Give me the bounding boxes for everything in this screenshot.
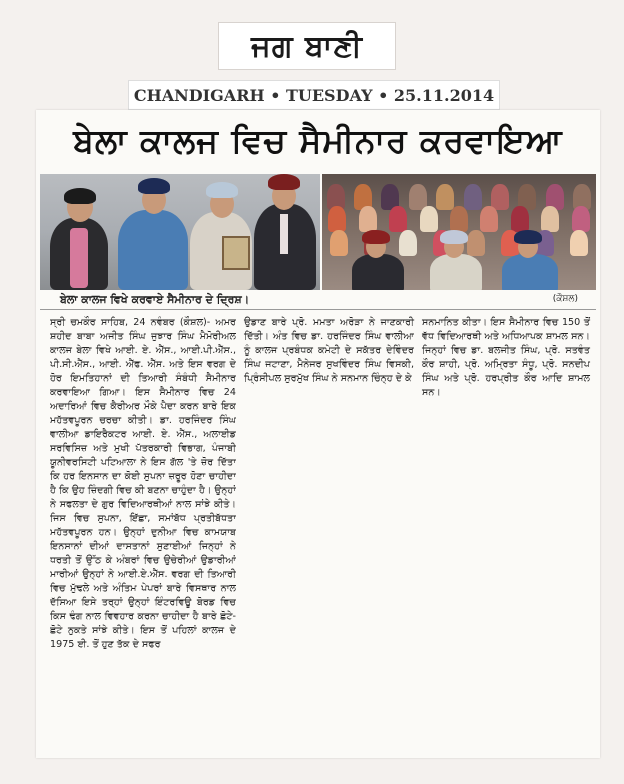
photo-award-presentation [40,174,320,290]
article-column-2: ਉਡਾਣ ਬਾਰੇ ਪ੍ਰੋ. ਮਮਤਾ ਅਰੋੜਾ ਨੇ ਜਾਣਕਾਰੀ ਦਿੱਤੀ। ਅੰਤ ਵਿਚ ਡਾ. ਹਰਜਿੰਦਰ ਸਿੰਘ ਵਾਲੀਆ ਨੂੰ ਕਾਲਜ ਪ੍ਰਬੰਧਕ ਕਮੇਟੀ ਦੇ ਸਕੱਤਰ ਦੇਵਿੰਦਰ ਸਿੰਘ ਜਟਾਣਾ, ਮੈਨੇਜਰ ਸੁਖਵਿੰਦਰ ਸਿੰਘ ਵਿਸਕੀ, ਪ੍ਰਿੰਸੀਪਲ ਸੁਰਮੁੱਖ ਸਿੰਘ ਨੇ ਸਨਮਾਨ ਚਿੰਨ੍ਹ ਦੇ ਕੇ [244,317,414,384]
article-column-1: ਸ੍ਰੀ ਚਮਕੌਰ ਸਾਹਿਬ, 24 ਨਵੰਬਰ (ਕੌਸ਼ਲ)- ਅਮਰ ਸ਼ਹੀਦ ਬਾਬਾ ਅਜੀਤ ਸਿੰਘ ਜੁਝਾਰ ਸਿੰਘ ਮੈਮੋਰੀਅਲ ਕਾਲਜ ਬੇਲਾ ਵਿਖੇ ਆਈ. ਏ. ਐੱਸ., ਆਈ.ਪੀ.ਐੱਸ., ਪੀ.ਸੀ.ਐੱਸ., ਆਈ. ਐੱਫ. ਐੱਸ. ਅਤੇ ਇਸ ਵਰਗ ਦੇ ਹੋਰ ਇਮਤਿਹਾਨਾਂ ਦੀ ਤਿਆਰੀ ਸੰਬੰਧੀ ਸੈਮੀਨਾਰ ਕਰਵਾਇਆ ਗਿਆ। ਇਸ ਸੈਮੀਨਾਰ ਵਿਚ 24 ਅਦਾਰਿਆਂ ਵਿਚ ਕੈਰੀਅਰ ਮੌਕੇ ਪੈਦਾ ਕਰਨ ਬਾਰੇ ਇਕ ਮਹੱਤਵਪੂਰਨ ਚਰਚਾ ਕੀਤੀ। ਡਾ. ਹਰਜਿੰਦਰ ਸਿੰਘ ਵਾਲੀਆ ਡਾਇਰੈਕਟਰ ਆਈ. ਏ. ਐੱਸ., ਅਲਾਈਡ ਸਰਵਿਸਿਜ਼ ਅਤੇ ਮੁਖੀ ਪੱਤਰਕਾਰੀ ਵਿਭਾਗ, ਪੰਜਾਬੀ ਯੂਨੀਵਰਸਿਟੀ ਪਟਿਆਲਾ ਨੇ ਇਸ ਗੱਲ 'ਤੇ ਜ਼ੋਰ ਦਿੱਤਾ ਕਿ ਹਰ ਇਨਸਾਨ ਦਾ ਕੋਈ ਸੁਪਨਾ ਜ਼ਰੂਰ ਹੋਣਾ ਚਾਹੀਦਾ ਹੈ ਕਿ ਉਹ ਜ਼ਿੰਦਗੀ ਵਿਚ ਕੀ ਬਣਨਾ ਚਾਹੁੰਦਾ ਹੈ। ਉਨ੍ਹਾਂ ਨੇ ਸਫਲਤਾ ਦੇ ਗੁਰ ਵਿਦਿਆਰਥੀਆਂ ਨਾਲ ਸਾਂਝੇ ਕੀਤੇ। ਜਿਸ ਵਿਚ ਸੁਪਨਾ, ਇੱਛਾ, ਸਮਾਂਬੱਧ ਪ੍ਰਤੀਬੱਧਤਾ ਮਹੱਤਵਪੂਰਨ ਹਨ। ਉਨ੍ਹਾਂ ਦੁਨੀਆ ਵਿਚ ਕਾਮਯਾਬ ਇਨਸਾਨਾਂ ਦੀਆਂ ਦਾਸਤਾਨਾਂ ਸੁਣਾਈਆਂ ਜਿਨ੍ਹਾਂ ਨੇ ਧਰਤੀ ਤੋਂ ਉੱਠ ਕੇ ਅੰਬਰਾਂ ਵਿਚ ਉਚੇਰੀਆਂ ਉਡਾਰੀਆਂ ਮਾਰੀਆਂ ਉਨ੍ਹਾਂ ਨੇ ਆਈ.ਏ.ਐੱਸ. ਵਰਗ ਦੀ ਤਿਆਰੀ ਵਿਚ ਮੁੱਢਲੇ ਅਤੇ ਅੰਤਿਮ ਪੇਪਰਾਂ ਬਾਰੇ ਵਿਸਥਾਰ ਨਾਲ ਦੱਸਿਆ ਇਸੇ ਤਰ੍ਹਾਂ ਉਨ੍ਹਾਂ ਇੰਟਰਵਿਊ ਬੋਰਡ ਵਿਚ ਕਿਸ ਢੰਗ ਨਾਲ ਵਿਵਹਾਰ ਕਰਨਾ ਚਾਹੀਦਾ ਹੈ ਬਾਰੇ ਛੋਟੇ-ਛੋਟੇ ਨੁਕਤੇ ਸਾਂਝੇ ਕੀਤੇ। ਇਸ ਤੋਂ ਪਹਿਲਾਂ ਕਾਲਜ ਦੇ 1975 ਈ. ਤੋਂ ਹੁਣ ਤੱਕ ਦੇ ਸਫਰ [50,317,236,650]
photo-seminar-audience [322,174,596,290]
newspaper-masthead: ਜਗ ਬਾਣੀ [218,22,396,70]
caption-divider [40,309,596,310]
article-headline: ਬੇਲਾ ਕਾਲਜ ਵਿਚ ਸੈਮੀਨਾਰ ਕਰਵਾਇਆ [73,121,563,160]
article-column-3: ਸਨਮਾਨਿਤ ਕੀਤਾ। ਇਸ ਸੈਮੀਨਾਰ ਵਿਚ 150 ਤੋਂ ਵੱਧ ਵਿਦਿਆਰਥੀ ਅਤੇ ਅਧਿਆਪਕ ਸ਼ਾਮਲ ਸਨ। ਜਿਨ੍ਹਾਂ ਵਿਚ ਡਾ. ਬਲਜੀਤ ਸਿੰਘ, ਪ੍ਰੋ. ਸਤਵੰਤ ਕੌਰ ਸ਼ਾਹੀ, ਪ੍ਰੋ. ਅਮ੍ਰਿਤਾ ਸੰਧੂ, ਪ੍ਰੋ. ਸਨਦੀਪ ਸਿੰਘ ਅਤੇ ਪ੍ਰੋ. ਹਰਪ੍ਰੀਤ ਕੌਰ ਆਦਿ ਸ਼ਾਮਲ ਸਨ। [422,317,590,398]
dateline: CHANDIGARH • TUESDAY • 25.11.2014 [128,80,500,110]
photo-caption: ਬੇਲਾ ਕਾਲਜ ਵਿਖੇ ਕਰਵਾਏ ਸੈਮੀਨਾਰ ਦੇ ਦ੍ਰਿਸ਼। [60,293,250,306]
photo-credit: (ਕੌਸ਼ਲ) [552,294,578,304]
photo-caption-row [40,292,596,308]
